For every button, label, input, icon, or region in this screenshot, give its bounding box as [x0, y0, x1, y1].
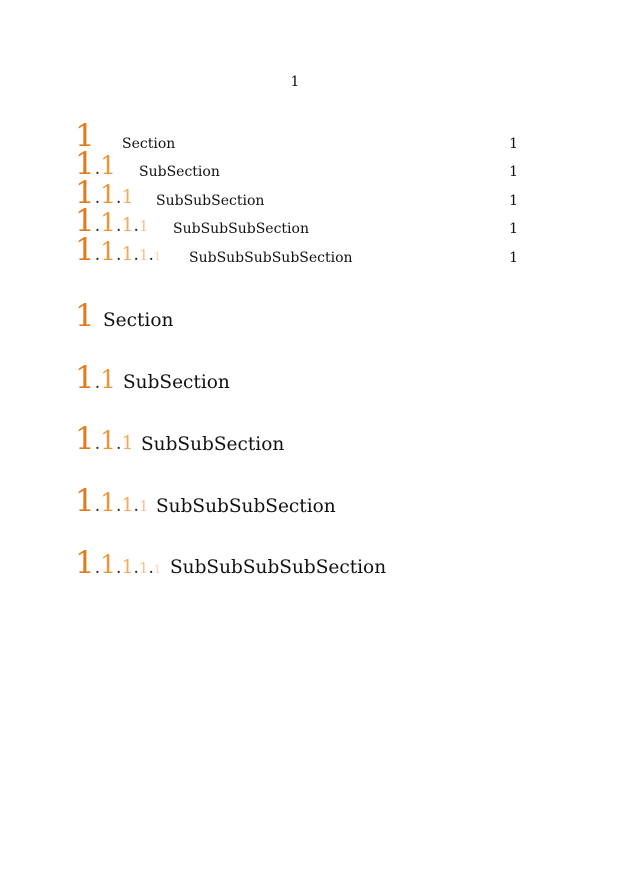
toc-entry-number: 1.1.1: [75, 174, 134, 211]
toc-entry-subsubsubsubsection[interactable]: [75, 231, 520, 271]
toc-entry-number: 1: [75, 117, 95, 154]
heading-number: 1.1.1.1.1: [75, 544, 161, 581]
toc-entry-title: Section: [122, 135, 176, 152]
heading-number: 1.1: [75, 359, 117, 396]
heading-number: 1: [75, 297, 95, 334]
heading-title: SubSubSubSubSection: [170, 557, 387, 579]
heading-title: SubSubSection: [141, 433, 285, 455]
heading-title: SubSection: [123, 372, 230, 394]
toc-entry-page: 1: [509, 221, 518, 238]
table-of-contents: [75, 117, 520, 271]
heading-title: Section: [103, 310, 174, 332]
toc-entry-number: 1.1: [75, 146, 117, 183]
toc-entry-page: 1: [509, 164, 518, 181]
heading-number: 1.1.1.1: [75, 483, 149, 520]
heading-title: SubSubSubSection: [156, 495, 336, 517]
page-number: 1: [290, 74, 300, 90]
toc-entry-title: SubSubSubSection: [173, 221, 309, 238]
toc-entry-title: SubSubSection: [156, 192, 265, 209]
toc-entry-page: 1: [509, 249, 518, 266]
toc-entry-title: SubSubSubSubSection: [189, 249, 353, 266]
toc-entry-title: SubSection: [139, 164, 220, 181]
heading-number: 1.1.1: [75, 421, 134, 458]
toc-entry-subsection[interactable]: [75, 146, 520, 186]
toc-entry-page: 1: [509, 192, 518, 209]
toc-entry-number: 1.1.1.1.1: [75, 231, 161, 268]
toc-entry-number: 1.1.1.1: [75, 203, 149, 240]
toc-entry-section[interactable]: [75, 117, 520, 157]
toc-entry-page: 1: [509, 135, 518, 152]
